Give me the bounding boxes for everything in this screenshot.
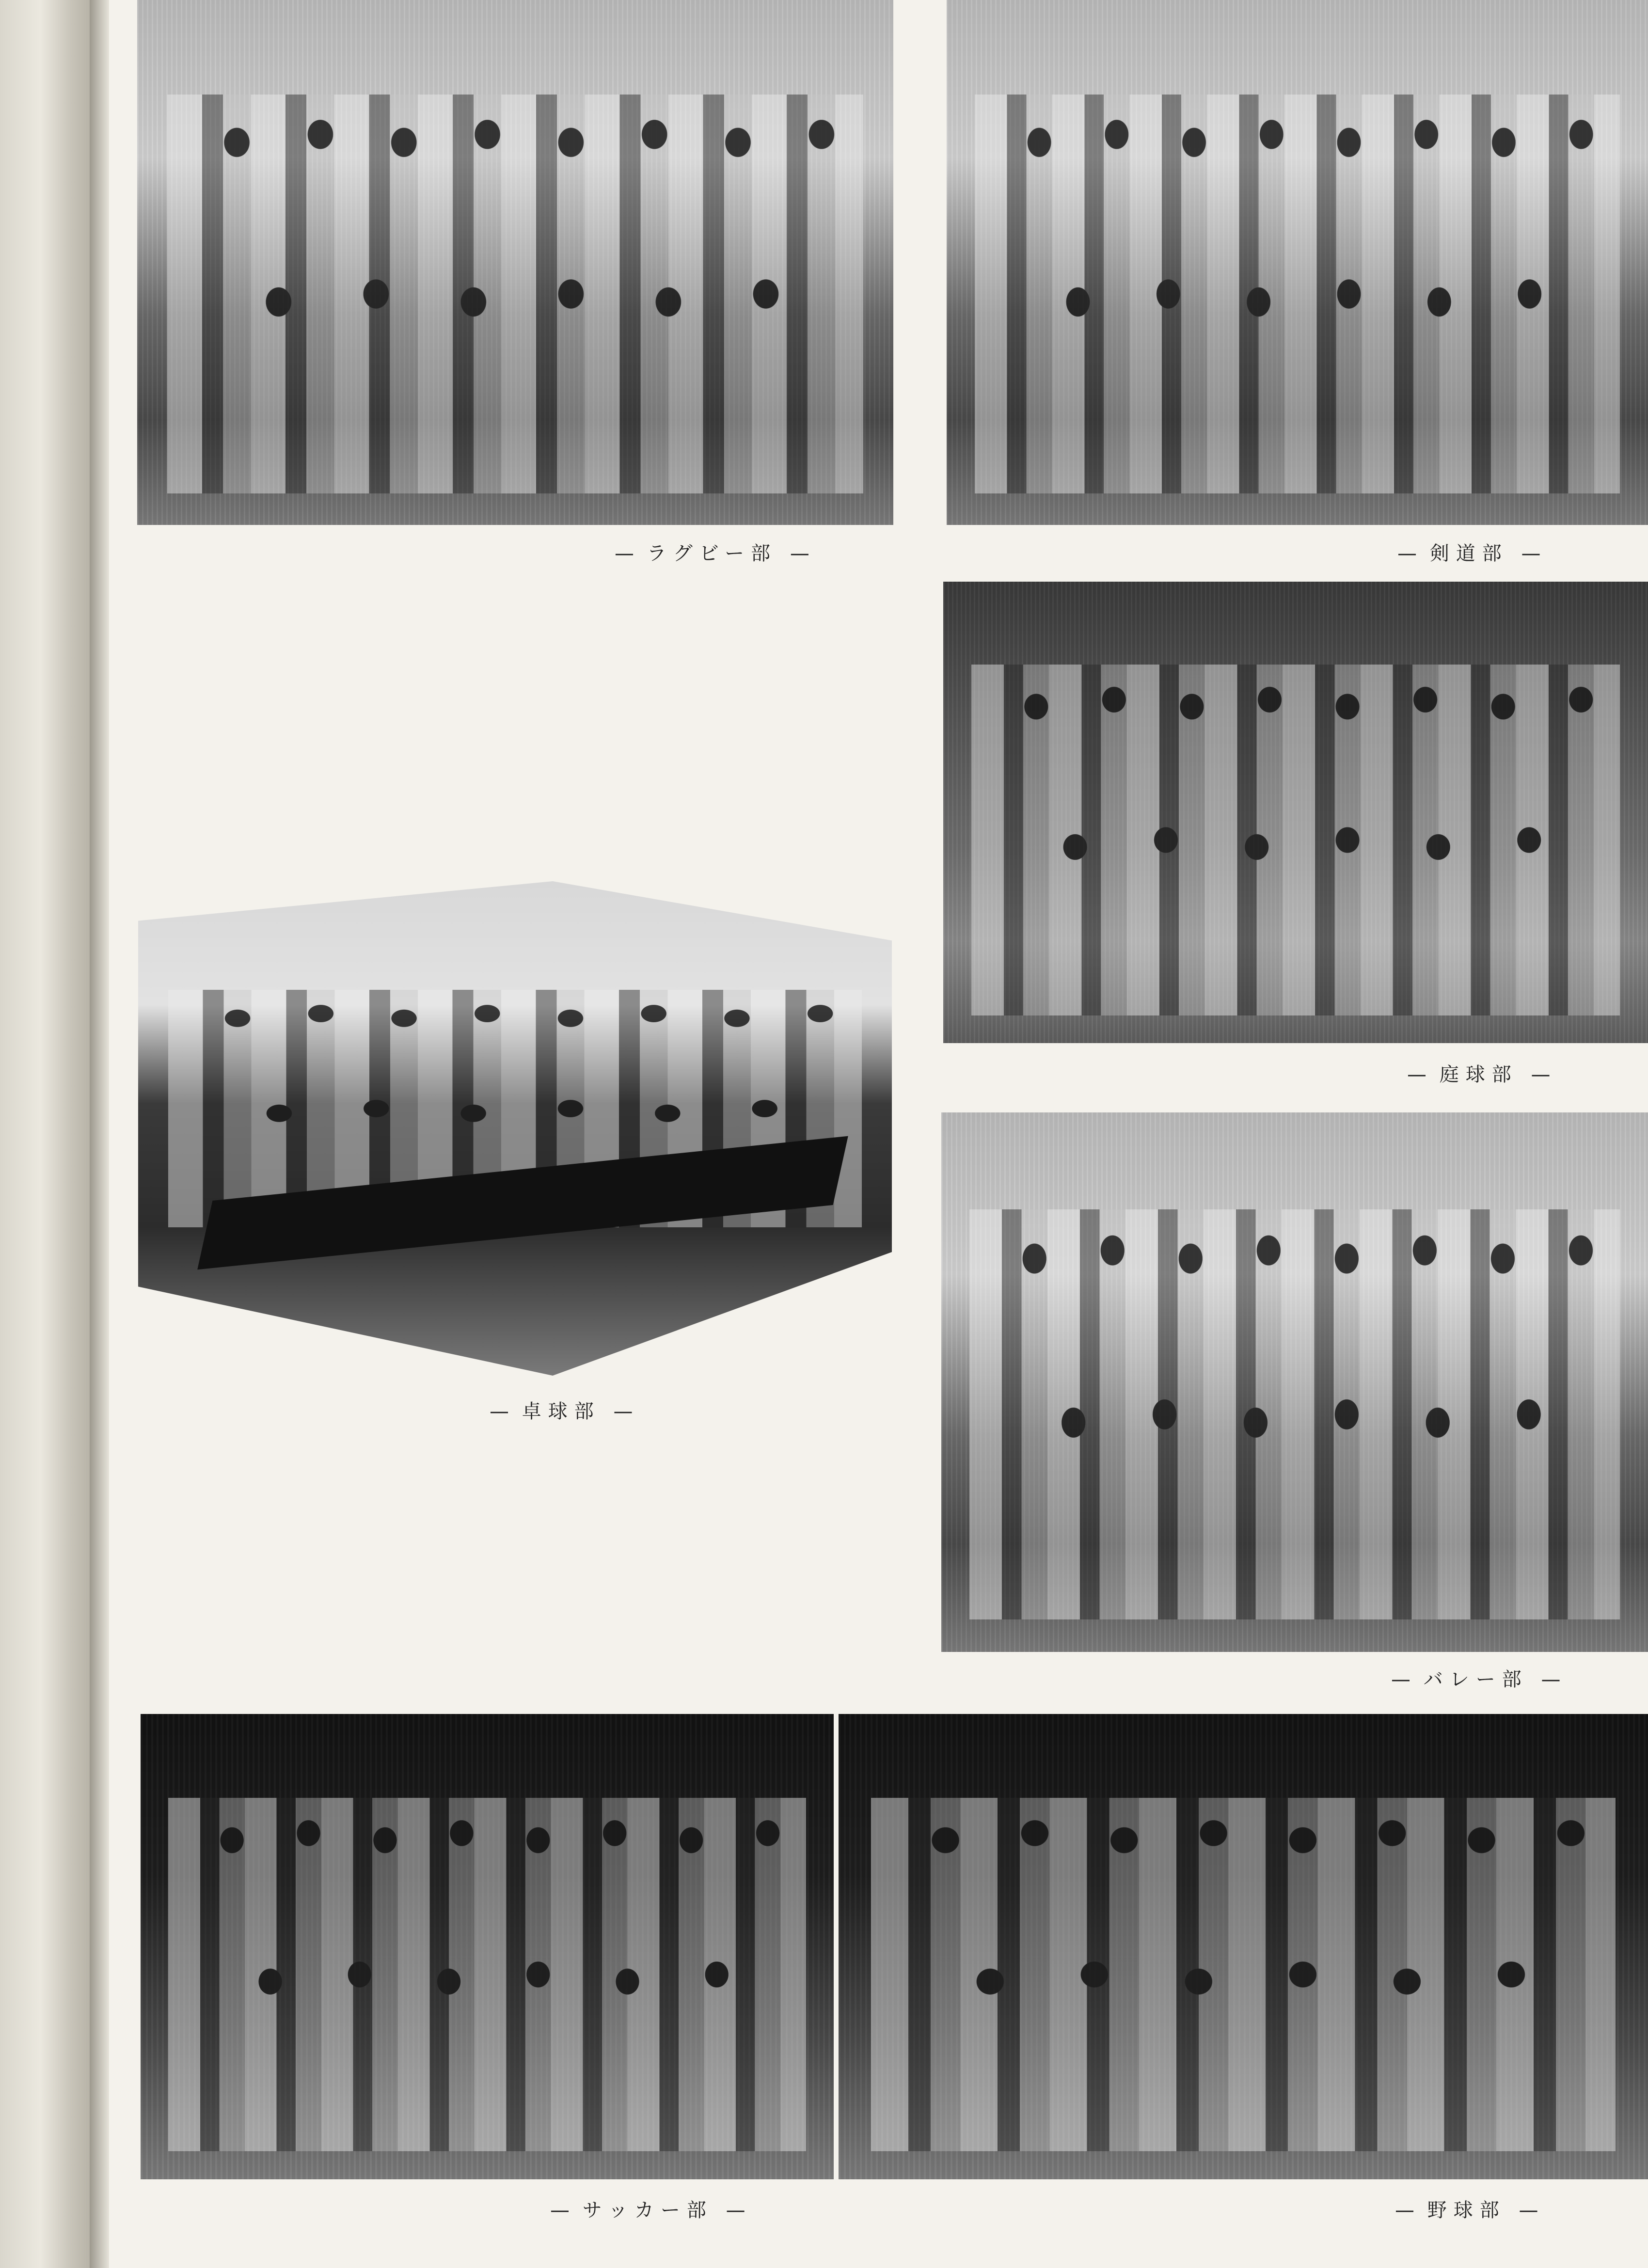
photo-kendo-club: [947, 0, 1648, 525]
book-binding: [0, 0, 90, 2268]
photo-baseball-club: [839, 1714, 1648, 2179]
caption-rugby: — ラグビー部 —: [615, 542, 809, 565]
group-figures: [971, 665, 1620, 1015]
group-figures: [167, 95, 863, 493]
caption-tennis: — 庭球部 —: [1407, 1063, 1551, 1086]
caption-table-tennis: — 卓球部 —: [490, 1400, 633, 1423]
photo-table-tennis-club: [138, 881, 892, 1376]
photo-volleyball-club: [941, 1112, 1648, 1652]
caption-volleyball: — バレー部 —: [1391, 1668, 1561, 1691]
caption-soccer: — サッカー部 —: [550, 2199, 745, 2221]
photo-rugby-club: [137, 0, 893, 525]
group-figures: [168, 1798, 806, 2152]
photo-soccer-club: [141, 1714, 834, 2179]
caption-kendo: — 剣道部 —: [1397, 542, 1541, 565]
group-figures: [969, 1209, 1619, 1619]
group-figures: [871, 1798, 1616, 2152]
page-edge: [90, 0, 109, 2268]
photo-tennis-club: [943, 582, 1648, 1043]
group-figures: [975, 95, 1620, 493]
caption-baseball: — 野球部 —: [1395, 2199, 1538, 2221]
